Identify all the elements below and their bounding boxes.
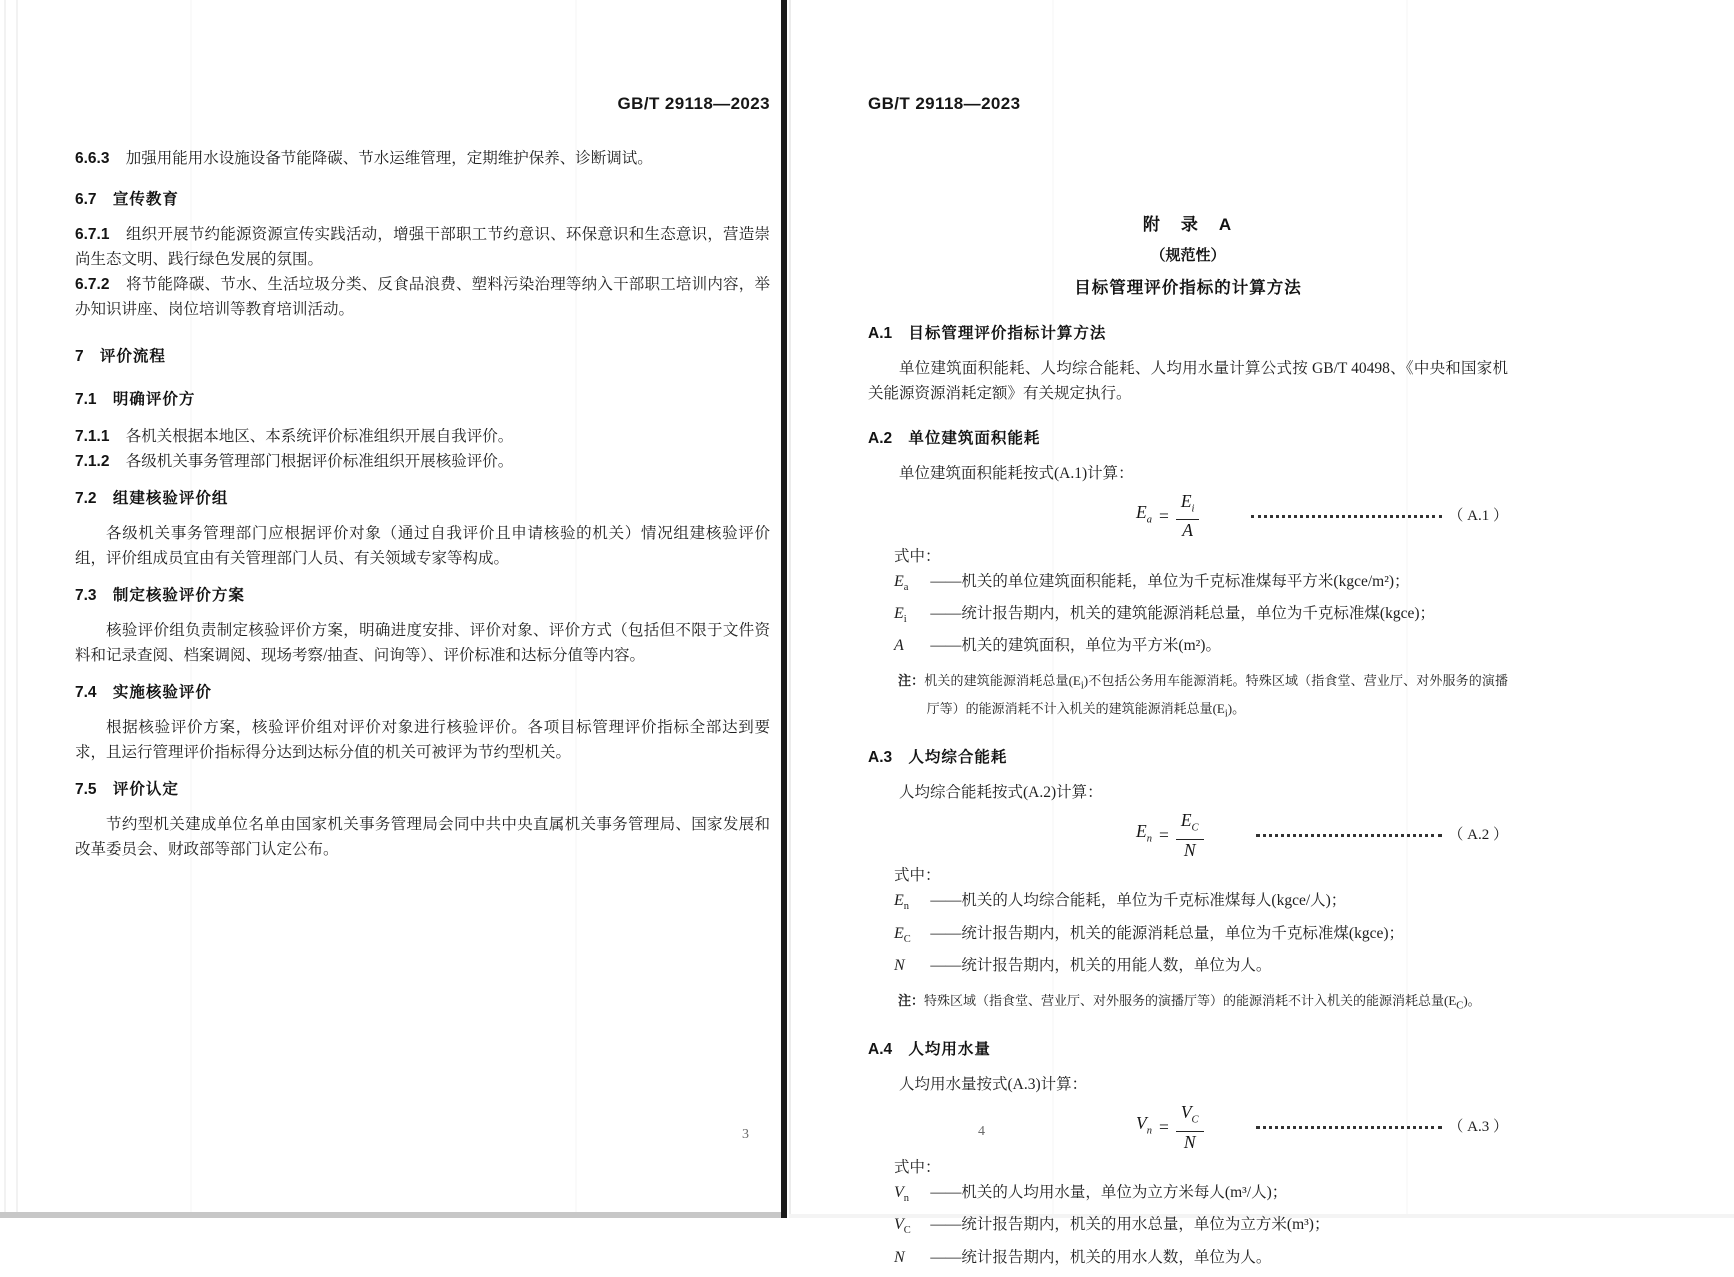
definition-text: ——统计报告期内，机关的能源消耗总量，单位为千克标准煤(kgce)；	[930, 924, 1405, 942]
dot-leader	[1251, 515, 1442, 518]
paragraph-a3: 人均综合能耗按式(A.2)计算：	[899, 784, 1103, 802]
fraction-denominator	[1176, 840, 1204, 860]
note-text: )。	[1227, 700, 1246, 716]
definition-text: ——统计报告期内，机关的用水总量，单位为立方米(m³)；	[930, 1216, 1330, 1234]
heading-title: 明确评价方	[112, 391, 196, 408]
fraction-denominator	[1176, 1132, 1204, 1152]
heading-number: 7.2	[75, 490, 97, 507]
heading-7-5	[75, 777, 770, 802]
heading-title: 宣传教育	[112, 191, 179, 208]
heading-title: 单位建筑面积能耗	[908, 430, 1041, 447]
definition-row	[894, 601, 1508, 633]
note-label: 注：	[898, 992, 925, 1008]
heading-title: 人均综合能耗	[908, 749, 1008, 767]
heading-title: 制定核验评价方案	[112, 587, 245, 604]
definition-row	[894, 921, 1508, 953]
formula-a2	[868, 809, 1508, 861]
symbol: V	[894, 1216, 904, 1234]
heading-number: A.4	[868, 1041, 893, 1059]
clause-number: 7.1.1	[75, 428, 110, 445]
definition-symbol	[894, 953, 930, 985]
dot-leader	[1256, 834, 1443, 837]
denominator-symbol: N	[1183, 1131, 1196, 1152]
scan-edge-line	[4, 0, 6, 1218]
note-subscript: C	[1456, 1000, 1464, 1012]
paragraph-a1: 单位建筑面积能耗、人均综合能耗、人均用水量计算公式按 GB/T 40498、《中央和国家机关能源资源消耗定额》有关规定执行。	[868, 360, 1508, 402]
definition-symbol	[894, 569, 930, 601]
fraction	[1176, 492, 1200, 541]
heading-number: 7	[75, 348, 84, 365]
heading-7-3	[75, 583, 770, 608]
symbol-subscript: C	[903, 933, 911, 945]
definition-symbol	[894, 921, 930, 953]
where-label: 式中：	[894, 1159, 941, 1177]
appendix-title: 附 录 A	[1142, 215, 1234, 234]
equals-sign: =	[1158, 824, 1169, 845]
definition-row	[894, 953, 1508, 985]
definition-row	[894, 1180, 1508, 1212]
heading-number: 7.4	[75, 684, 97, 701]
appendix-heading	[868, 212, 1508, 301]
formula-number: （ A.2 ）	[1448, 826, 1508, 843]
paragraph-7-2: 各级机关事务管理部门应根据评价对象（通过自我评价且申请核验的机关）情况组建核验评价组，评价组成员宜由有关管理部门人员、有关领域专家等构成。	[75, 525, 770, 567]
heading-number: A.3	[868, 749, 893, 767]
doc-code-header: GB/T 29118—2023	[617, 94, 770, 113]
symbol-subscript: C	[903, 1225, 911, 1237]
definition-symbol	[894, 1245, 930, 1277]
definition-text: ——统计报告期内，机关的用能人数，单位为人。	[930, 956, 1272, 974]
heading-title: 人均用水量	[908, 1041, 991, 1059]
heading-number: 6.7	[75, 191, 97, 208]
formula-lhs-symbol: V	[1136, 1113, 1147, 1134]
fraction	[1176, 1103, 1204, 1152]
fraction	[1176, 811, 1204, 860]
definition-row	[894, 888, 1508, 920]
numerator-symbol: E	[1180, 810, 1192, 831]
numerator-subscript: i	[1191, 503, 1195, 515]
heading-7	[75, 344, 770, 369]
definition-text: ——机关的人均综合能耗，单位为千克标准煤每人(kgce/人)；	[930, 892, 1347, 910]
note-subscript: i	[1080, 680, 1084, 692]
formula-lhs-subscript: n	[1146, 1125, 1152, 1137]
note-text: )。	[1463, 992, 1481, 1008]
appendix-normative-label: （规范性）	[1150, 247, 1226, 264]
heading-title: 实施核验评价	[112, 684, 212, 701]
definition-row	[894, 1245, 1508, 1277]
page-number-right: 4	[978, 1124, 985, 1139]
formula-lhs-symbol: E	[1136, 821, 1147, 842]
clause-text: 各机关根据本地区、本系统评价标准组织开展自我评价。	[125, 428, 514, 445]
definition-text: ——机关的单位建筑面积能耗，单位为千克标准煤每平方米(kgce/m²)；	[930, 573, 1410, 590]
symbol-subscript: n	[903, 901, 910, 913]
clause-text: 组织开展节约能源资源宣传实践活动，增强干部职工节约意识、环保意识和生态意识，营造崇尚生态文明、践行绿色发展的氛围。	[75, 226, 770, 268]
definition-text: ——机关的人均用水量，单位为立方米每人(m³/人)；	[930, 1184, 1288, 1202]
symbol: N	[894, 956, 905, 974]
where-label: 式中：	[894, 548, 941, 565]
appendix-subtitle: 目标管理评价指标的计算方法	[1074, 279, 1302, 297]
formula-number: （ A.1 ）	[1448, 507, 1508, 524]
clause-6-7-2	[75, 272, 770, 322]
numerator-subscript: C	[1191, 822, 1199, 834]
denominator-symbol: N	[1183, 839, 1196, 860]
definition-symbol	[894, 1212, 930, 1244]
paragraph-a4: 人均用水量按式(A.3)计算：	[899, 1076, 1088, 1094]
clause-number: 7.1.2	[75, 453, 110, 470]
heading-6-7	[75, 187, 770, 212]
heading-number: A.1	[868, 325, 893, 342]
note-text: )不包括公务用车能源消耗。特殊区域（指食堂、营业厅、对外服务的演播厅等）的能源消耗不计入机关的建筑能源消耗总量(E	[926, 673, 1508, 716]
definition-text: ——统计报告期内，机关的建筑能源消耗总量，单位为千克标准煤(kgce)；	[930, 605, 1436, 623]
definition-row	[894, 633, 1508, 665]
clause-6-6-3	[75, 146, 770, 171]
formula-lhs-symbol: E	[1136, 501, 1147, 522]
heading-a1	[868, 321, 1508, 346]
definition-text: ——机关的建筑面积，单位为平方米(m²)。	[930, 637, 1221, 655]
symbol: A	[894, 637, 904, 655]
page-divider-shadow	[789, 0, 791, 1218]
note-label: 注：	[898, 673, 925, 689]
paragraph-7-3: 核验评价组负责制定核验评价方案，明确进度安排、评价对象、评价方式（包括但不限于文件资料和记录查阅、档案调阅、现场考察/抽查、问询等）、评价标准和达标分值等内容。	[75, 622, 770, 664]
symbol-subscript: n	[903, 1193, 910, 1205]
equals-sign: =	[1158, 1116, 1169, 1137]
clause-6-7-1	[75, 222, 770, 272]
note-a2	[898, 670, 1508, 725]
heading-number: 7.5	[75, 781, 97, 798]
symbol: E	[894, 573, 904, 590]
symbol-subscript: i	[903, 614, 907, 626]
definition-symbol	[894, 601, 930, 633]
heading-7-2	[75, 486, 770, 511]
heading-a4	[868, 1037, 1508, 1062]
note-text: 特殊区域（指食堂、营业厅、对外服务的演播厅等）的能源消耗不计入机关的能源消耗总量(E	[924, 992, 1457, 1008]
clause-text: 将节能降碳、节水、生活垃圾分类、反食品浪费、塑料污染治理等纳入干部职工培训内容，举办知识讲座、岗位培训等教育培训活动。	[75, 276, 770, 318]
doc-code-header: GB/T 29118—2023	[868, 94, 1021, 113]
denominator-symbol: A	[1182, 520, 1193, 541]
definition-symbol	[894, 633, 930, 665]
heading-title: 组建核验评价组	[112, 490, 229, 507]
paragraph-7-4: 根据核验评价方案，核验评价组对评价对象进行核验评价。各项目标管理评价指标全部达到要求，且运行管理评价指标得分达到达标分值的机关可被评为节约型机关。	[75, 719, 770, 761]
fraction-numerator	[1176, 1103, 1204, 1132]
clause-text: 加强用能用水设施设备节能降碳、节水运维管理，定期维护保养、诊断调试。	[125, 150, 653, 167]
fraction-numerator	[1176, 811, 1204, 840]
note-a3	[898, 990, 1508, 1018]
clause-number: 6.7.2	[75, 276, 110, 293]
heading-a3	[868, 745, 1508, 770]
clause-number: 6.6.3	[75, 150, 110, 167]
formula-lhs-subscript: n	[1146, 833, 1152, 845]
heading-7-4	[75, 680, 770, 705]
clause-7-1-2	[75, 449, 770, 474]
clause-text: 各级机关事务管理部门根据评价标准组织开展核验评价。	[125, 453, 514, 470]
definition-symbol	[894, 888, 930, 920]
heading-title: 评价流程	[99, 348, 166, 365]
paragraph-7-5: 节约型机关建成单位名单由国家机关事务管理局会同中共中央直属机关事务管理局、国家发展和改革委员会、财政部等部门认定公布。	[75, 816, 770, 858]
formula-lhs-subscript: a	[1146, 514, 1152, 526]
heading-number: 7.1	[75, 391, 97, 408]
formula-a1	[868, 490, 1508, 542]
symbol: E	[894, 924, 904, 942]
clause-number: 6.7.1	[75, 226, 110, 243]
heading-title: 目标管理评价指标计算方法	[908, 325, 1107, 342]
formula-expression	[1136, 492, 1199, 541]
page-4	[868, 85, 1508, 1277]
numerator-symbol: E	[1180, 490, 1192, 511]
numerator-symbol: V	[1180, 1102, 1192, 1123]
fraction-denominator	[1176, 520, 1200, 540]
dot-leader	[1256, 1126, 1443, 1129]
scan-bottom-shadow-left	[0, 1212, 781, 1218]
note-subscript: i	[1224, 708, 1228, 720]
heading-number: A.2	[868, 430, 893, 447]
page-number-left: 3	[742, 1127, 749, 1142]
numerator-subscript: C	[1191, 1114, 1199, 1126]
where-label: 式中：	[894, 867, 941, 885]
definition-row	[894, 1212, 1508, 1244]
heading-title: 评价认定	[112, 781, 179, 798]
definition-symbol	[894, 1180, 930, 1212]
symbol-subscript: a	[903, 582, 909, 594]
definition-row	[894, 569, 1508, 601]
definition-text: ——统计报告期内，机关的用水人数，单位为人。	[930, 1248, 1272, 1266]
symbol: V	[894, 1184, 904, 1202]
heading-7-1	[75, 387, 770, 412]
heading-a2	[868, 426, 1508, 451]
note-text: 机关的建筑能源消耗总量(E	[924, 673, 1081, 689]
symbol: E	[894, 605, 904, 623]
page-divider	[781, 0, 787, 1218]
formula-a3	[868, 1101, 1508, 1153]
symbol: E	[894, 892, 904, 910]
formula-expression	[1136, 811, 1204, 860]
heading-number: 7.3	[75, 587, 97, 604]
clause-7-1-1	[75, 424, 770, 449]
page-3	[75, 85, 770, 862]
paragraph-a2: 单位建筑面积能耗按式(A.1)计算：	[899, 465, 1134, 482]
equals-sign: =	[1158, 505, 1169, 526]
symbol: N	[894, 1248, 905, 1266]
fraction-numerator	[1176, 492, 1200, 521]
formula-number: （ A.3 ）	[1448, 1118, 1508, 1135]
scan-edge-line	[16, 0, 18, 1218]
formula-expression	[1136, 1103, 1204, 1152]
